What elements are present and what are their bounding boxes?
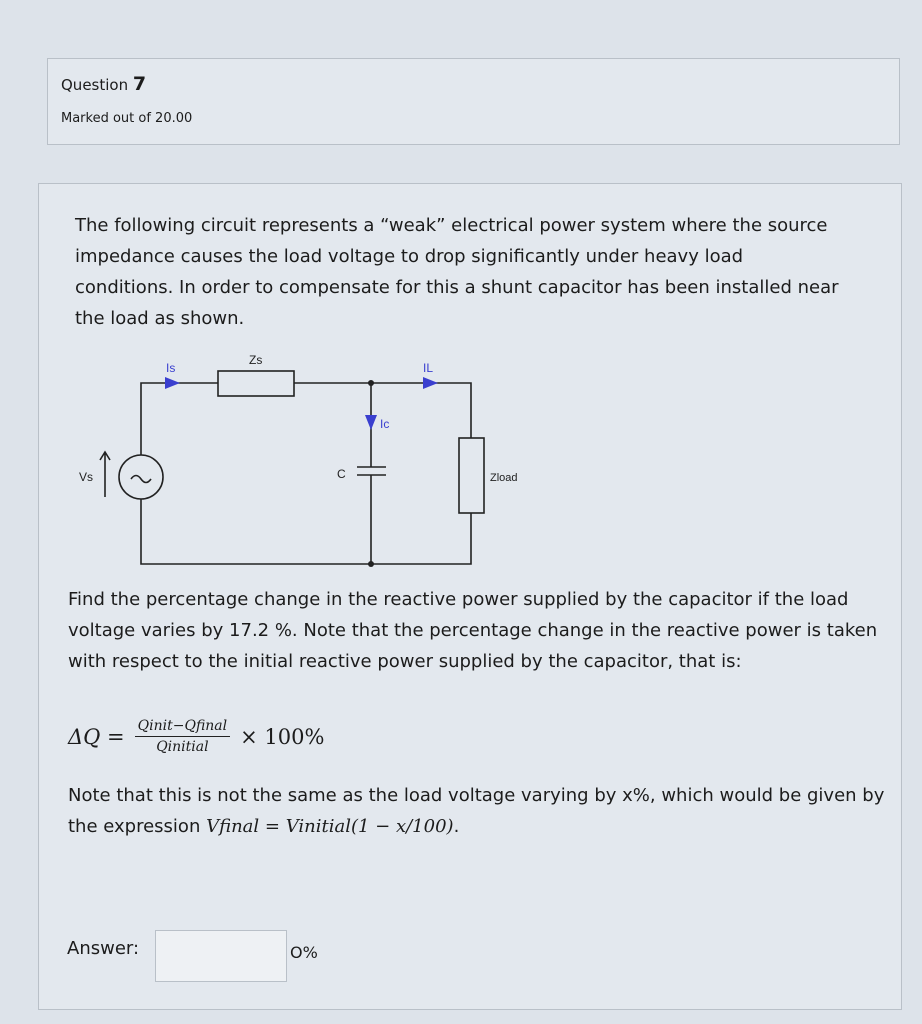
answer-input[interactable] xyxy=(155,930,287,982)
zs-resistor xyxy=(218,371,294,396)
question-intro: The following circuit represents a “weak” electrical power system where the source impedance causes the load voltage to drop significantly under heavy load conditions. In order to compensate for this a shunt capacitor has been installed near the load as shown. xyxy=(75,215,839,329)
formula-rhs: × 100% xyxy=(240,724,325,749)
label-il: IL xyxy=(423,361,434,375)
il-arrow-icon xyxy=(423,377,438,389)
note-end: . xyxy=(453,816,460,837)
delta-q-formula xyxy=(68,718,324,755)
ic-arrow-icon xyxy=(365,415,377,430)
formula-lhs: ΔQ = xyxy=(68,724,125,749)
label-vs: Vs xyxy=(79,470,94,484)
vs-arrow-icon xyxy=(100,452,110,497)
label-zs: Zs xyxy=(249,353,263,367)
formula-fraction xyxy=(135,718,230,755)
label-is: Is xyxy=(166,361,176,375)
label-c: C xyxy=(337,467,346,481)
label-ic: Ic xyxy=(380,417,390,431)
formula-denominator: Qinitial xyxy=(156,739,209,755)
question-number-value: 7 xyxy=(132,73,147,95)
answer-unit: O% xyxy=(290,943,318,962)
note-expression: Vfinal = Vinitial(1 − x/100) xyxy=(206,816,454,837)
question-label: Question xyxy=(61,76,129,94)
node-dot xyxy=(368,380,374,386)
formula-numerator: Qinit−Qfinal xyxy=(135,718,230,737)
node-dot xyxy=(368,561,374,567)
question-marks: Marked out of 20.00 xyxy=(61,111,193,126)
answer-label: Answer: xyxy=(67,938,140,959)
zload-resistor xyxy=(459,438,484,513)
question-find: Find the percentage change in the reactive power supplied by the capacitor if the load voltage varies by 17.2 %. Note that the percentage change in the reactive power is taken with respect to the initial reactive power supplied by the capacitor, that is: xyxy=(68,589,878,672)
wires xyxy=(141,383,471,564)
sine-icon xyxy=(131,476,151,483)
ac-source-icon xyxy=(119,455,163,499)
is-arrow-icon xyxy=(165,377,180,389)
label-zload: Zload xyxy=(490,472,518,484)
note-text: Note that this is not the same as the load voltage varying by x%, which would be given by the expression xyxy=(68,785,885,837)
capacitor xyxy=(357,383,386,564)
question-note xyxy=(68,780,888,842)
